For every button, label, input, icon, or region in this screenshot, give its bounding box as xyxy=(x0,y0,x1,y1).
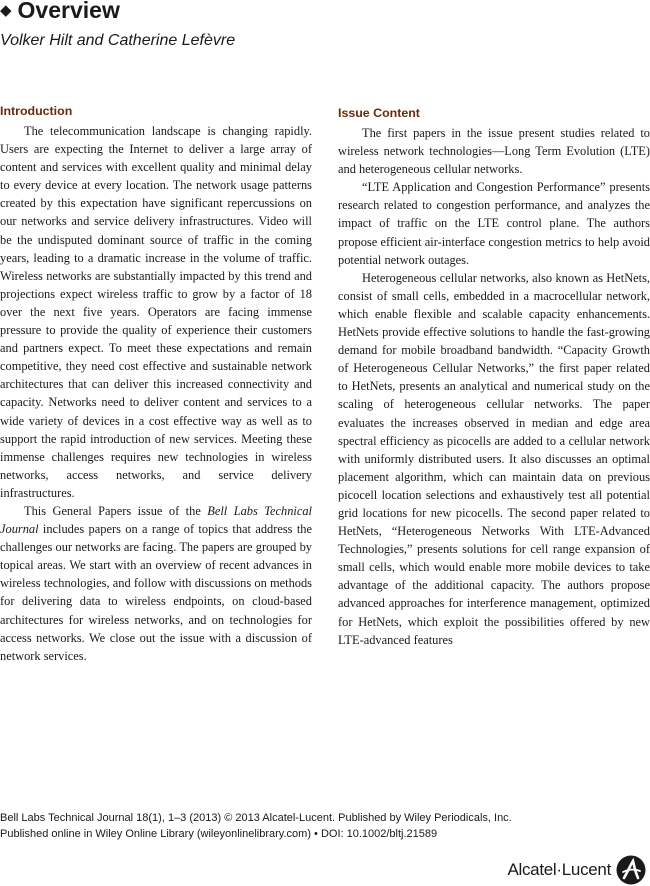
journal-name: Bell Labs Technical Journal xyxy=(0,503,312,537)
issue-content-paragraph-2: “LTE Application and Congestion Performance” presents research related to congestion performance, and analyzes the impact of traffic on the LTE control plane. The authors propose efficient air-interface congestion metrics to help avoid potential network outages. xyxy=(338,180,650,267)
introduction-heading: Introduction xyxy=(0,104,73,118)
logo-text: Alcatel·Lucent xyxy=(507,860,611,879)
diamond-bullet-icon: ◆ xyxy=(0,2,12,19)
introduction-p2-start: This General Papers issue of the xyxy=(24,503,208,518)
introduction-p2-end: includes papers on a range of topics that address the challenges our networks are facing. The papers are grouped by topical areas. We start with an overview of recent advances in wireless technologies, and follow with discussions on methods for delivering data to wireless endpoints, on cloud-based architectures for wireless networks, and on technologies for access networks. We close out the issue with a discussion of network services. xyxy=(0,522,312,663)
introduction-paragraph-1: The telecommunication landscape is changing rapidly. Users are expecting the Internet to deliver a large array of content and services with excellent quality and minimal delay to every device at every location. The network usage patterns created by this expectation have significant repercussions on our networks and service delivery infrastructures. Video will be the undisputed dominant source of traffic in the coming years, leading to a dramatic increase in the volume of traffic. Wireless networks are substantially impacted by this trend and projections expect wireless traffic to grow by a factor of 18 over the next five years. Operators are facing immense pressure to provide the quality of experience their customers and partners expect. To meet these expectations and remain competitive, they need cost effective and sustainable network architectures that can deliver this increased connectivity and capacity. Networks need to deliver content and services to a wide variety of devices in a cost effective way as well as to support the rapid introduction of new services. Meeting these immense challenges requires new technologies in wireless networks, access networks, and service delivery infrastructures. xyxy=(0,124,312,500)
alcatel-lucent-swirl-icon xyxy=(616,855,646,885)
issue-content-heading: Issue Content xyxy=(338,106,420,120)
footer-citation: Bell Labs Technical Journal 18(1), 1–3 (2013) © 2013 Alcatel-Lucent. Published by Wiley Periodicals, Inc. xyxy=(0,812,512,824)
alcatel-lucent-logo xyxy=(507,854,646,886)
introduction-paragraph-2 xyxy=(0,502,312,665)
page-title-text: Overview xyxy=(17,0,120,23)
authors: Volker Hilt and Catherine Lefèvre xyxy=(0,32,236,49)
issue-content-paragraph-1: The first papers in the issue present studies related to wireless network technologies—Long Term Evolution (LTE) and heterogeneous cellular networks. xyxy=(338,126,650,177)
left-column xyxy=(0,102,312,665)
right-column xyxy=(338,104,650,649)
footer-online: Published online in Wiley Online Library (wileyonlinelibrary.com) • DOI: 10.1002/bltj.21589 xyxy=(0,828,438,840)
issue-content-paragraph-3: Heterogeneous cellular networks, also known as HetNets, consist of small cells, embedded in a macrocellular network, which enable flexible and scalable capacity enhancements. HetNets provide effective solutions to handle the fast-growing demand for mobile broadband bandwidth. “Capacity Growth of Heterogeneous Cellular Networks,” the first paper related to HetNets, presents an analytical and numerical study on the scaling of heterogeneous cellular networks. The paper evaluates the increases observed in median and edge area spectral efficiency as picocells are added to a cellular network with uniformly distributed users. It also discusses an optimal placement algorithm, which can maintain data on previous picocell location selections and exhaustively test all potential grid locations for new picocells. The second paper related to HetNets, “Heterogeneous Networks With LTE-Advanced Technologies,” presents solutions for cell range expansion of small cells, which would enable more mobile devices to take advantage of the additional capacity. The authors propose advanced approaches for interference management, optimized for HetNets, which exploit the possibilities offered by new LTE-advanced features xyxy=(338,270,650,647)
page-title xyxy=(0,0,120,26)
